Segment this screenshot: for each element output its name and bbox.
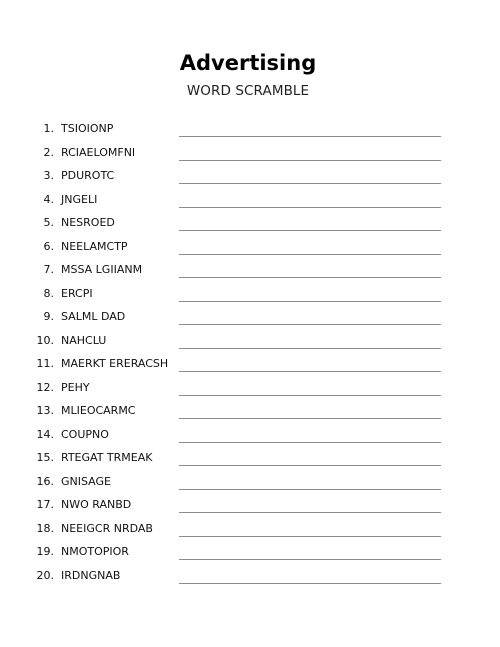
list-item <box>0 565 500 589</box>
answer-line <box>179 418 441 419</box>
answer-line <box>179 207 441 208</box>
item-number: 9. <box>43 310 54 323</box>
answer-line <box>179 395 441 396</box>
list-item <box>0 236 500 260</box>
list-item <box>0 283 500 307</box>
answer-line <box>179 183 441 184</box>
answer-line <box>179 465 441 466</box>
scrambled-word: PEHY <box>61 380 90 394</box>
scrambled-word: MAERKT ERERACSH <box>61 357 169 370</box>
scrambled-word: NMOTOPIOR <box>61 545 129 558</box>
scrambled-word: TSIOIONP <box>61 122 114 135</box>
answer-line <box>179 512 441 513</box>
scrambled-word: GNISAGE <box>61 474 111 488</box>
page-title: Advertising <box>179 51 317 75</box>
answer-line <box>179 230 441 231</box>
answer-line <box>179 442 441 443</box>
answer-line <box>179 536 441 537</box>
item-number: 11. <box>36 357 54 370</box>
scrambled-word: NEELAMCTP <box>61 239 128 253</box>
item-number: 15. <box>36 451 54 464</box>
item-number: 14. <box>36 427 54 441</box>
answer-line <box>179 371 441 372</box>
item-number: 1. <box>43 122 54 135</box>
list-item <box>0 424 500 448</box>
list-item <box>0 541 500 565</box>
answer-line <box>179 254 441 255</box>
item-number: 6. <box>43 239 54 253</box>
list-item <box>0 400 500 424</box>
scrambled-word: PDUROTC <box>61 169 115 182</box>
list-item <box>0 306 500 330</box>
list-item <box>0 518 500 542</box>
item-number: 7. <box>43 263 54 276</box>
answer-line <box>179 489 441 490</box>
item-number: 8. <box>43 286 54 300</box>
list-item <box>0 471 500 495</box>
list-item <box>0 330 500 354</box>
list-item <box>0 259 500 283</box>
item-number: 16. <box>36 474 54 488</box>
item-number: 3. <box>43 169 54 182</box>
scrambled-word: NESROED <box>61 216 115 229</box>
scrambled-word: MSSA LGIIANM <box>61 263 143 276</box>
scrambled-word: NEEIGCR NRDAB <box>61 521 153 535</box>
scrambled-word: COUPNO <box>61 427 109 441</box>
list-item <box>0 189 500 213</box>
answer-line <box>179 559 441 560</box>
answer-line <box>179 277 441 278</box>
list-item <box>0 494 500 518</box>
item-number: 4. <box>43 192 54 206</box>
list-item <box>0 377 500 401</box>
item-number: 5. <box>43 216 54 229</box>
item-number: 20. <box>36 568 54 582</box>
scrambled-word: IRDNGNAB <box>61 568 121 582</box>
scrambled-word: RCIAELOMFNI <box>61 145 136 159</box>
answer-line <box>179 348 441 349</box>
list-item <box>0 165 500 189</box>
scrambled-word: JNGELI <box>61 192 98 206</box>
answer-line <box>179 324 441 325</box>
item-number: 13. <box>36 404 54 417</box>
item-number: 2. <box>43 145 54 159</box>
list-item <box>0 118 500 142</box>
answer-line <box>179 160 441 161</box>
scrambled-word: SALML DAD <box>61 310 126 323</box>
answer-line <box>179 301 441 302</box>
answer-line <box>179 583 441 584</box>
scrambled-word: ERCPI <box>61 286 93 300</box>
scrambled-word: NWO RANBD <box>61 498 132 511</box>
item-number: 18. <box>36 521 54 535</box>
word-scramble-list <box>0 118 500 588</box>
scrambled-word: NAHCLU <box>61 333 107 347</box>
list-item <box>0 142 500 166</box>
item-number: 10. <box>36 333 54 347</box>
scrambled-word: RTEGAT TRMEAK <box>61 451 153 464</box>
list-item <box>0 447 500 471</box>
page-subtitle: WORD SCRAMBLE <box>186 83 310 99</box>
item-number: 12. <box>36 380 54 394</box>
list-item <box>0 212 500 236</box>
item-number: 19. <box>36 545 54 558</box>
answer-line <box>179 136 441 137</box>
item-number: 17. <box>36 498 54 511</box>
scrambled-word: MLIEOCARMC <box>61 404 136 417</box>
list-item <box>0 353 500 377</box>
